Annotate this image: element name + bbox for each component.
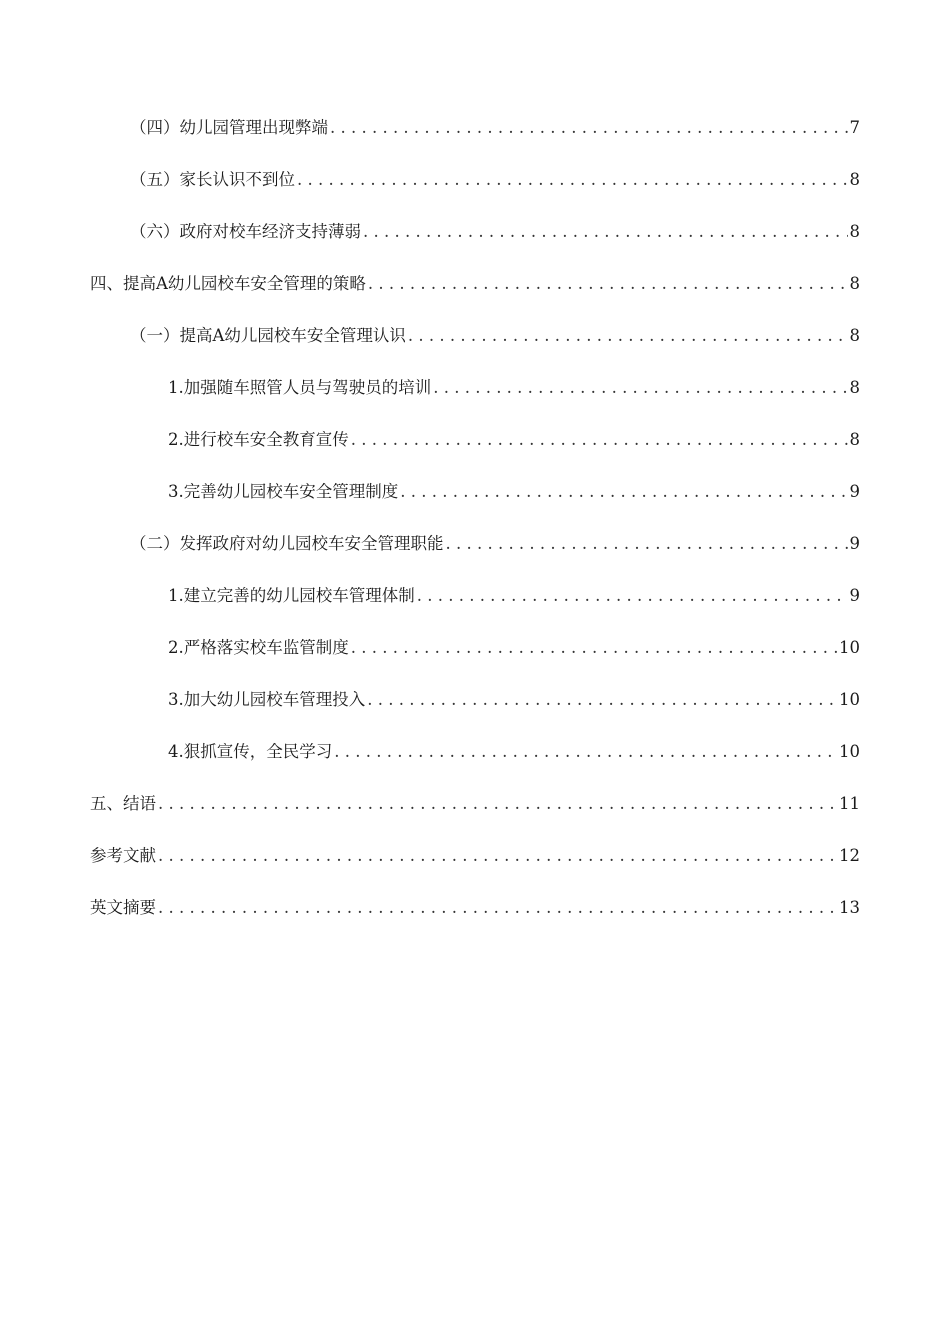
toc-page-number: 10: [839, 690, 860, 709]
toc-entry-title: 1.加强随车照管人员与驾驶员的培训: [168, 378, 432, 397]
toc-entry[interactable]: [0, 686, 950, 738]
toc-entry[interactable]: [0, 270, 950, 322]
toc-page-number: 11: [839, 794, 860, 813]
toc-dot-leader: [158, 790, 837, 818]
toc-entry-title: 2.进行校车安全教育宣传: [168, 430, 349, 449]
toc-entry[interactable]: [0, 790, 950, 842]
toc-entry-title: （一）提高A幼儿园校车安全管理认识: [130, 326, 406, 345]
toc-entry[interactable]: [0, 426, 950, 478]
toc-entry-title: 3.完善幼儿园校车安全管理制度: [168, 482, 399, 501]
toc-entry[interactable]: [0, 374, 950, 426]
toc-dot-leader: [330, 114, 848, 142]
toc-page-number: 8: [849, 170, 860, 189]
toc-dot-leader: [158, 894, 837, 922]
toc-dot-leader: [417, 582, 848, 610]
toc-entry[interactable]: [0, 478, 950, 530]
toc-entry-title: 英文摘要: [90, 898, 156, 917]
toc-page-number: 8: [849, 326, 860, 345]
toc-entry-title: （二）发挥政府对幼儿园校车安全管理职能: [130, 534, 444, 553]
table-of-contents: [0, 114, 950, 946]
toc-entry[interactable]: [0, 842, 950, 894]
toc-dot-leader: [446, 530, 848, 558]
toc-entry[interactable]: [0, 322, 950, 374]
toc-entry-title: 2.严格落实校车监管制度: [168, 638, 349, 657]
toc-entry-title: 3.加大幼儿园校车管理投入: [168, 690, 366, 709]
toc-entry[interactable]: [0, 166, 950, 218]
toc-entry[interactable]: [0, 582, 950, 634]
toc-entry-title: （四）幼儿园管理出现弊端: [130, 118, 328, 137]
toc-page-number: 8: [849, 430, 860, 449]
toc-entry[interactable]: [0, 738, 950, 790]
toc-entry[interactable]: [0, 114, 950, 166]
toc-page-number: 7: [849, 118, 860, 137]
toc-dot-leader: [297, 166, 848, 194]
toc-page-number: 12: [839, 846, 860, 865]
toc-page-number: 10: [839, 742, 860, 761]
toc-dot-leader: [408, 322, 848, 350]
toc-dot-leader: [368, 270, 848, 298]
toc-dot-leader: [400, 478, 847, 506]
toc-page-number: 13: [839, 898, 860, 917]
toc-page-number: 9: [849, 586, 860, 605]
toc-dot-leader: [351, 634, 837, 662]
toc-entry-title: （五）家长认识不到位: [130, 170, 295, 189]
toc-page-number: 9: [849, 482, 860, 501]
toc-entry-title: 五、结语: [90, 794, 156, 813]
toc-entry-title: 四、提高A幼儿园校车安全管理的策略: [90, 274, 366, 293]
toc-dot-leader: [363, 218, 848, 246]
toc-dot-leader: [351, 426, 848, 454]
toc-page-number: 10: [839, 638, 860, 657]
toc-entry-title: （六）政府对校车经济支持薄弱: [130, 222, 361, 241]
toc-page-number: 9: [849, 534, 860, 553]
toc-entry[interactable]: [0, 894, 950, 946]
toc-dot-leader: [334, 738, 837, 766]
toc-entry-title: 1.建立完善的幼儿园校车管理体制: [168, 586, 415, 605]
toc-entry[interactable]: [0, 634, 950, 686]
toc-entry-title: 4.狠抓宣传，全民学习: [168, 742, 333, 761]
toc-dot-leader: [158, 842, 837, 870]
toc-page-number: 8: [849, 378, 860, 397]
toc-dot-leader: [433, 374, 847, 402]
toc-entry[interactable]: [0, 218, 950, 270]
toc-entry-title: 参考文献: [90, 846, 156, 865]
toc-page-number: 8: [849, 222, 860, 241]
toc-page-number: 8: [849, 274, 860, 293]
toc-entry[interactable]: [0, 530, 950, 582]
toc-dot-leader: [367, 686, 837, 714]
